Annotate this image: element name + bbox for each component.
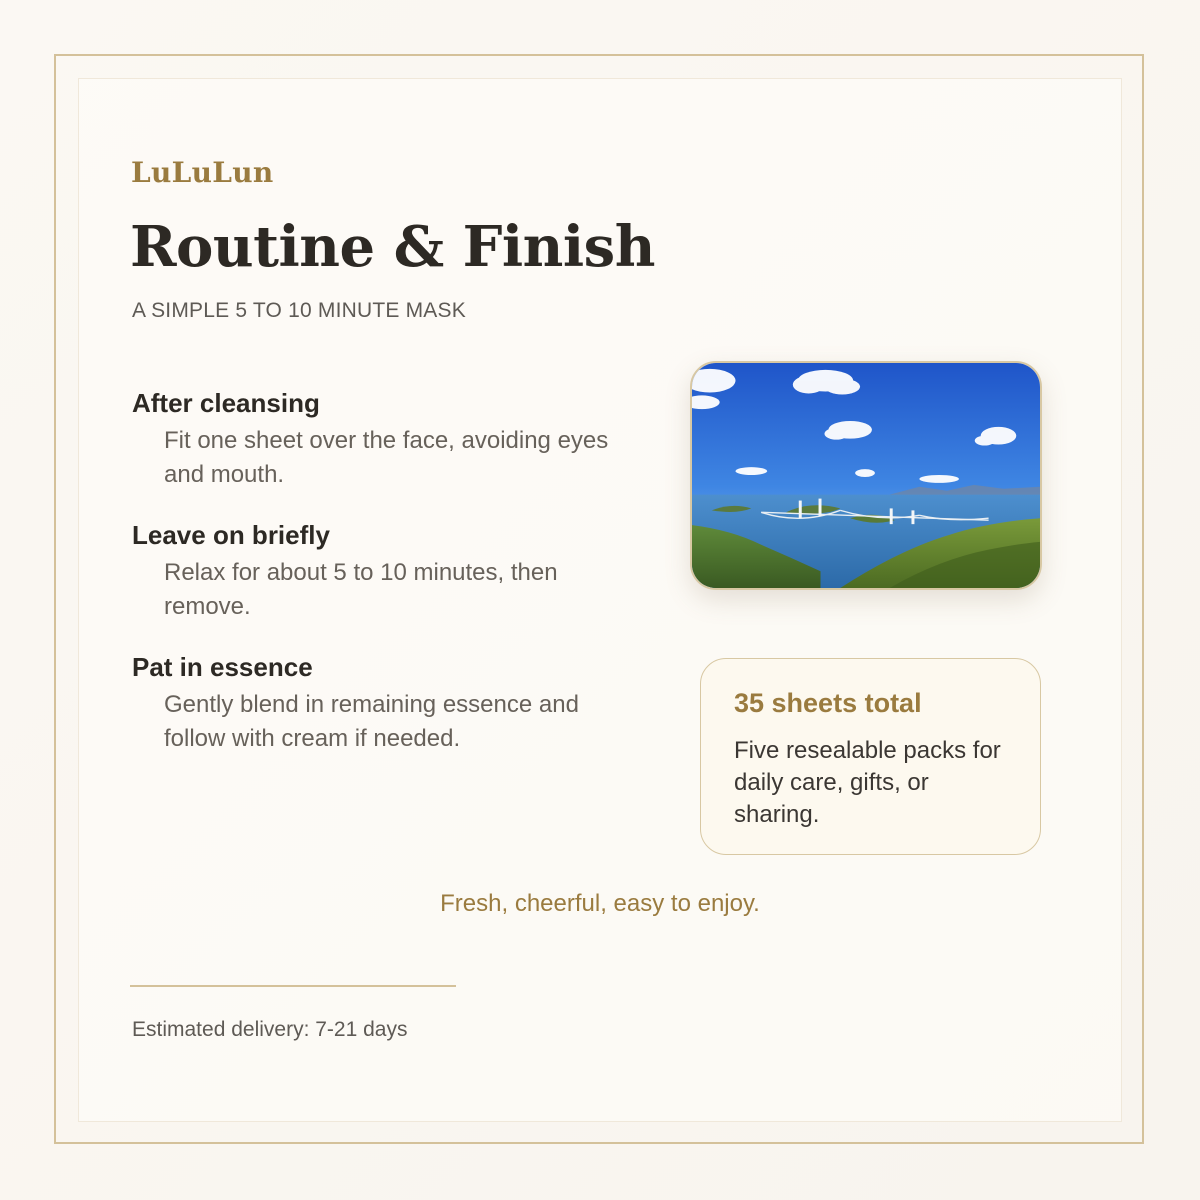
tagline: Fresh, cheerful, easy to enjoy.: [440, 890, 760, 917]
step-leave-on-briefly: [132, 520, 632, 624]
step-title: Pat in essence: [132, 652, 313, 682]
step-title: Leave on briefly: [132, 520, 330, 550]
step-description: Fit one sheet over the face, avoiding eyes and mouth.: [164, 427, 609, 488]
brand-logo-text: LuLuLun: [131, 156, 274, 189]
step-description: Gently blend in remaining essence and follow with cream if needed.: [164, 691, 579, 752]
page-title: Routine & Finish: [130, 214, 655, 280]
step-title: After cleansing: [132, 388, 320, 418]
info-card-title: 35 sheets total: [734, 688, 922, 718]
page-subtitle: A SIMPLE 5 TO 10 MINUTE MASK: [132, 299, 466, 322]
step-description: Relax for about 5 to 10 minutes, then remove.: [164, 559, 558, 620]
steps-list: [132, 388, 632, 784]
coastal-bridge-illustration: [692, 363, 1040, 588]
info-card-description: Five resealable packs for daily care, gifts, or sharing.: [734, 737, 1001, 828]
landscape-photo: [690, 361, 1042, 590]
sheet-count-card: [700, 658, 1041, 855]
footer-divider: [130, 985, 456, 987]
step-after-cleansing: [132, 388, 632, 492]
delivery-estimate: Estimated delivery: 7-21 days: [132, 1018, 408, 1041]
step-pat-in-essence: [132, 652, 632, 756]
